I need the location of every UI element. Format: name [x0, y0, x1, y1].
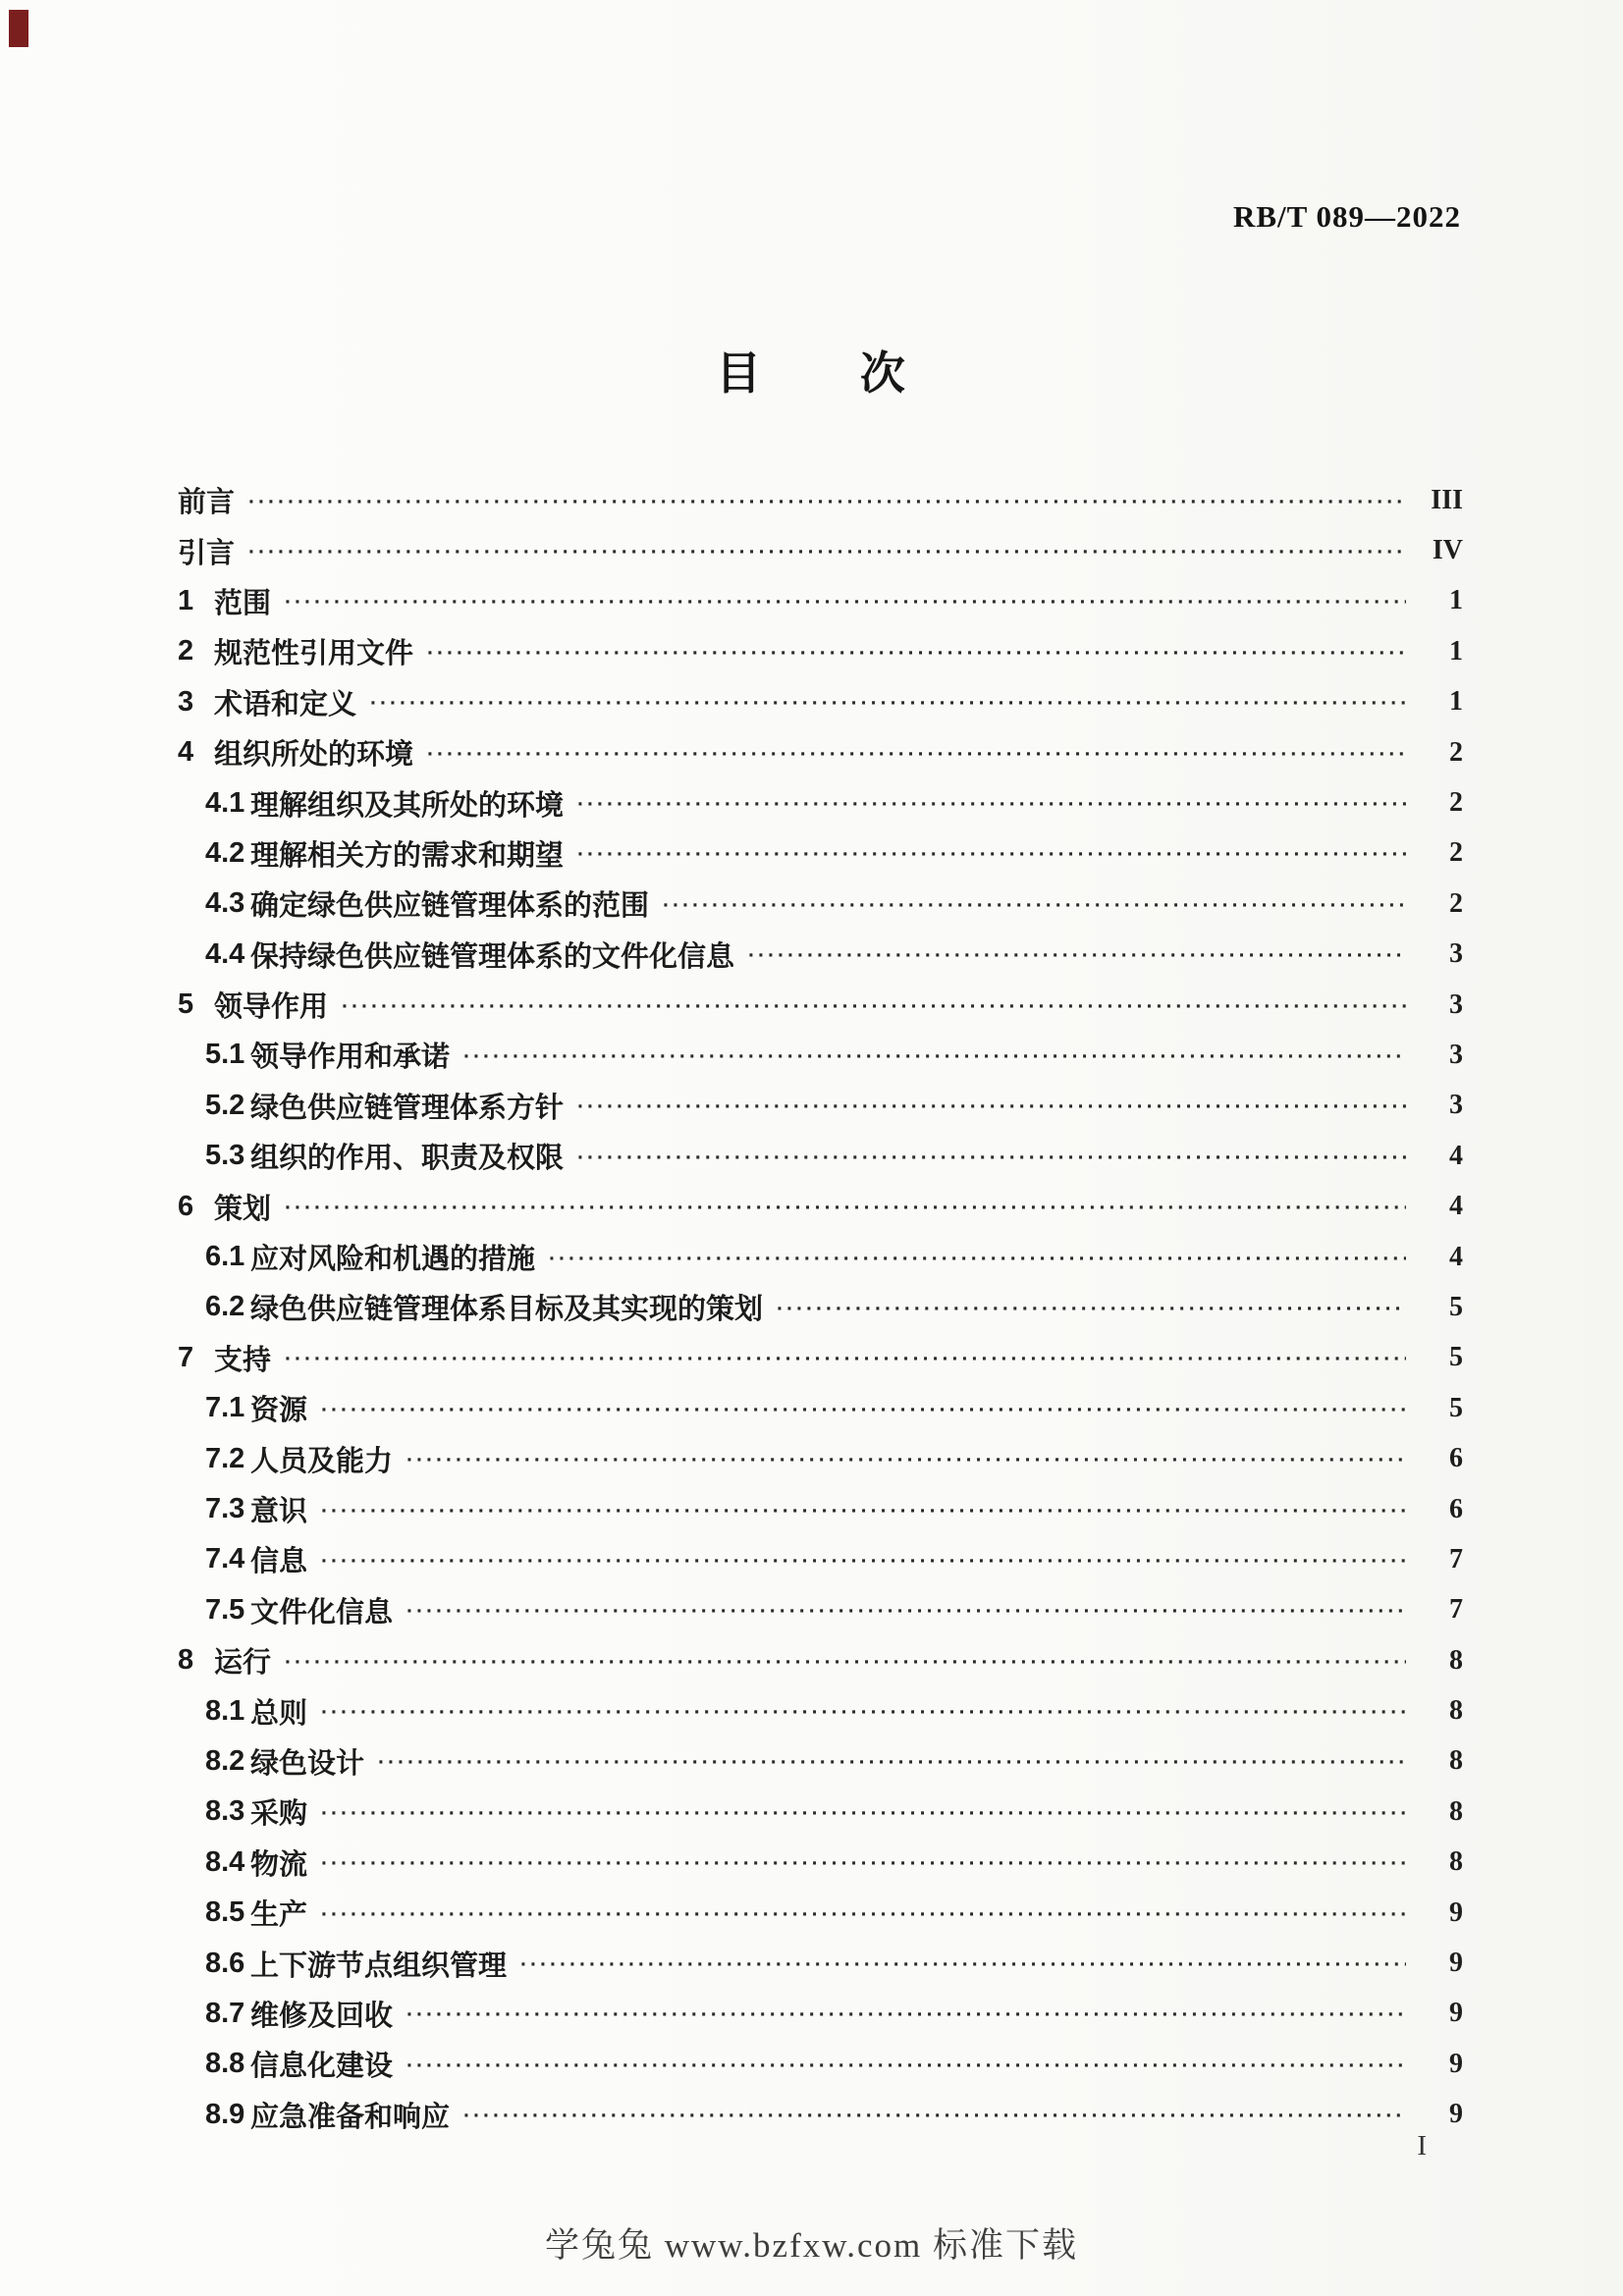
toc-entry-number: 7.4 — [205, 1543, 245, 1575]
toc-entry-number: 8.1 — [205, 1694, 245, 1727]
toc-entry — [178, 1232, 1463, 1282]
toc-entry — [178, 1787, 1463, 1837]
toc-entry-page: 5 — [1449, 1342, 1463, 1373]
toc-entry — [178, 1888, 1463, 1938]
toc-entry-title: 前言 — [178, 487, 236, 519]
toc-entry-number: 7.5 — [205, 1593, 245, 1626]
toc-entry-page: 6 — [1449, 1493, 1463, 1524]
dot-leader — [406, 2003, 1406, 2027]
toc-entry-number: 6 — [178, 1190, 194, 1222]
dot-leader — [577, 793, 1406, 817]
toc-entry-title: 物流 — [250, 1848, 308, 1881]
dot-leader — [663, 894, 1406, 918]
toc-entry-page: 9 — [1449, 1998, 1463, 2029]
dot-leader — [321, 1852, 1406, 1876]
toc-entry — [178, 777, 1463, 828]
toc-entry — [178, 1383, 1463, 1433]
toc-entry-number: 8.8 — [205, 2048, 245, 2080]
toc-entry-number: 8.2 — [205, 1744, 245, 1777]
toc-entry-number: 7.1 — [205, 1392, 245, 1424]
dot-leader — [285, 591, 1406, 614]
toc-entry-page: 7 — [1449, 1543, 1463, 1575]
toc-entry-page: 1 — [1449, 585, 1463, 616]
toc-entry — [178, 576, 1463, 626]
toc-entry — [178, 1081, 1463, 1131]
toc-entry-page: 2 — [1449, 787, 1463, 819]
page-number: I — [1417, 2130, 1427, 2162]
dot-leader — [285, 1348, 1406, 1371]
toc-list — [178, 475, 1463, 2140]
toc-entry-number: 7.3 — [205, 1493, 245, 1524]
toc-entry-page: III — [1431, 484, 1463, 515]
dot-leader — [549, 1248, 1406, 1271]
toc-entry-page: 9 — [1449, 2048, 1463, 2079]
toc-entry-page: 3 — [1449, 938, 1463, 970]
dot-leader — [342, 995, 1406, 1019]
toc-entry-number: 5.3 — [205, 1140, 245, 1172]
corner-mark — [9, 10, 28, 47]
toc-entry-title: 领导作用 — [214, 991, 329, 1024]
toc-entry-number: 6.2 — [205, 1291, 245, 1323]
dot-leader — [406, 1600, 1406, 1624]
toc-entry-page: 2 — [1449, 887, 1463, 919]
toc-entry-title: 范围 — [214, 587, 272, 619]
dot-leader — [748, 944, 1406, 968]
toc-entry-title: 资源 — [250, 1395, 308, 1427]
dot-leader — [378, 1751, 1406, 1775]
toc-entry-number: 8.3 — [205, 1795, 245, 1828]
toc-entry-title: 上下游节点组织管理 — [250, 1949, 508, 1982]
toc-entry-page: 9 — [1449, 2099, 1463, 2130]
toc-entry-title: 应急准备和响应 — [250, 2101, 451, 2133]
toc-entry-number: 1 — [178, 584, 194, 616]
toc-entry-page: IV — [1432, 535, 1463, 566]
watermark: 学兔兔 www.bzfxw.com 标准下载 — [544, 2226, 1078, 2265]
toc-entry-title: 采购 — [250, 1798, 308, 1831]
dot-leader — [777, 1298, 1406, 1321]
toc-entry-title: 应对风险和机遇的措施 — [250, 1244, 536, 1276]
standard-number: RB/T 089—2022 — [1232, 199, 1461, 234]
toc-entry-title: 维修及回收 — [250, 2000, 394, 2032]
toc-entry-title: 策划 — [214, 1193, 272, 1225]
dot-leader — [321, 1802, 1406, 1826]
toc-entry-page: 8 — [1449, 1644, 1463, 1676]
toc-entry-page: 8 — [1449, 1745, 1463, 1777]
toc-entry-number: 5.1 — [205, 1039, 245, 1071]
toc-entry-title: 保持绿色供应链管理体系的文件化信息 — [250, 940, 735, 973]
toc-entry-title: 信息 — [250, 1546, 308, 1578]
toc-entry — [178, 1736, 1463, 1787]
toc-entry-number: 8 — [178, 1644, 194, 1677]
toc-entry-page: 6 — [1449, 1443, 1463, 1474]
dot-leader — [406, 1449, 1406, 1472]
toc-entry-page: 3 — [1449, 1039, 1463, 1070]
toc-entry — [178, 2090, 1463, 2140]
toc-entry-page: 5 — [1449, 1392, 1463, 1423]
toc-entry-number: 8.5 — [205, 1896, 245, 1929]
toc-entry-page: 4 — [1449, 1140, 1463, 1171]
toc-entry-page: 4 — [1449, 1191, 1463, 1222]
dot-leader — [577, 1095, 1406, 1119]
dot-leader — [520, 1953, 1406, 1977]
toc-entry — [178, 1989, 1463, 2039]
toc-entry-number: 5.2 — [205, 1089, 245, 1121]
dot-leader — [427, 743, 1406, 767]
toc-entry-number: 4.2 — [205, 836, 245, 869]
toc-entry — [178, 1131, 1463, 1181]
toc-entry-number: 7.2 — [205, 1442, 245, 1474]
toc-entry-page: 1 — [1449, 635, 1463, 667]
dot-leader — [406, 2055, 1406, 2078]
toc-entry-number: 8.4 — [205, 1845, 245, 1878]
toc-entry-page: 8 — [1449, 1846, 1463, 1878]
dot-leader — [463, 1045, 1406, 1069]
dot-leader — [285, 1651, 1406, 1675]
toc-entry-title: 组织的作用、职责及权限 — [250, 1143, 565, 1175]
dot-leader — [427, 642, 1406, 666]
dot-leader — [321, 1701, 1406, 1725]
toc-entry-page: 9 — [1449, 1948, 1463, 1979]
toc-entry-number: 4.4 — [205, 937, 245, 970]
toc-entry-title: 确定绿色供应链管理体系的范围 — [250, 890, 650, 923]
toc-entry — [178, 626, 1463, 676]
toc-entry-title: 信息化建设 — [250, 2051, 394, 2083]
toc-entry — [178, 879, 1463, 929]
toc-entry-title: 引言 — [178, 537, 236, 569]
toc-entry-page: 4 — [1449, 1241, 1463, 1272]
toc-entry-number: 4 — [178, 736, 194, 769]
toc-entry — [178, 980, 1463, 1030]
toc-entry-number: 2 — [178, 635, 194, 667]
toc-entry-number: 8.7 — [205, 1997, 245, 2029]
toc-entry-title: 规范性引用文件 — [214, 638, 414, 670]
dot-leader — [370, 692, 1406, 716]
dot-leader — [321, 1399, 1406, 1422]
toc-entry — [178, 1282, 1463, 1332]
toc-entry-title: 术语和定义 — [214, 688, 357, 721]
toc-entry-page: 5 — [1449, 1291, 1463, 1322]
dot-leader — [248, 541, 1406, 564]
toc-entry — [178, 1635, 1463, 1685]
toc-entry-number: 3 — [178, 685, 194, 718]
toc-entry-title: 意识 — [250, 1496, 308, 1527]
toc-entry-title: 理解组织及其所处的环境 — [250, 789, 565, 822]
dot-leader — [285, 1197, 1406, 1220]
toc-entry-title: 生产 — [250, 1899, 308, 1932]
page-title: 目 次 — [716, 347, 907, 399]
toc-entry-title: 总则 — [250, 1697, 308, 1730]
dot-leader — [248, 491, 1406, 514]
toc-entry — [178, 1585, 1463, 1635]
toc-entry-number: 6.1 — [205, 1241, 245, 1273]
toc-entry-page: 3 — [1449, 988, 1463, 1020]
toc-entry — [178, 828, 1463, 879]
toc-entry — [178, 1938, 1463, 1988]
toc-entry — [178, 475, 1463, 525]
toc-entry-page: 2 — [1449, 837, 1463, 869]
toc-entry — [178, 2039, 1463, 2089]
toc-entry — [178, 930, 1463, 980]
toc-entry — [178, 1333, 1463, 1383]
toc-entry-title: 绿色供应链管理体系目标及其实现的策划 — [250, 1294, 764, 1326]
toc-entry — [178, 677, 1463, 727]
toc-entry — [178, 727, 1463, 777]
toc-entry-page: 8 — [1449, 1795, 1463, 1827]
toc-entry — [178, 1433, 1463, 1483]
dot-leader — [321, 1500, 1406, 1523]
toc-entry — [178, 525, 1463, 575]
toc-entry — [178, 1484, 1463, 1534]
toc-entry-number: 4.1 — [205, 786, 245, 819]
dot-leader — [463, 2105, 1406, 2128]
toc-entry-title: 绿色供应链管理体系方针 — [250, 1092, 565, 1124]
toc-entry-page: 1 — [1449, 686, 1463, 718]
dot-leader — [321, 1903, 1406, 1927]
toc-entry-number: 4.3 — [205, 887, 245, 920]
toc-entry-title: 文件化信息 — [250, 1596, 394, 1629]
toc-entry-title: 理解相关方的需求和期望 — [250, 839, 565, 872]
toc-entry-title: 绿色设计 — [250, 1747, 365, 1780]
toc-entry-title: 人员及能力 — [250, 1445, 394, 1477]
toc-entry — [178, 1181, 1463, 1231]
toc-entry — [178, 1685, 1463, 1735]
dot-leader — [577, 843, 1406, 867]
toc-entry-page: 3 — [1449, 1090, 1463, 1121]
toc-entry-number: 5 — [178, 988, 194, 1021]
toc-entry-title: 运行 — [214, 1647, 272, 1680]
toc-entry-page: 8 — [1449, 1695, 1463, 1727]
toc-entry — [178, 1534, 1463, 1584]
toc-entry — [178, 1030, 1463, 1080]
toc-entry-title: 组织所处的环境 — [214, 739, 414, 772]
toc-entry-title: 领导作用和承诺 — [250, 1041, 451, 1074]
toc-entry-page: 9 — [1449, 1896, 1463, 1928]
toc-entry-number: 7 — [178, 1341, 194, 1373]
toc-entry — [178, 1838, 1463, 1888]
toc-entry-page: 7 — [1449, 1594, 1463, 1626]
toc-entry-page: 2 — [1449, 736, 1463, 768]
toc-entry-title: 支持 — [214, 1344, 272, 1376]
dot-leader — [321, 1550, 1406, 1574]
dot-leader — [577, 1147, 1406, 1170]
toc-entry-number: 8.9 — [205, 2098, 245, 2130]
toc-entry-number: 8.6 — [205, 1947, 245, 1979]
